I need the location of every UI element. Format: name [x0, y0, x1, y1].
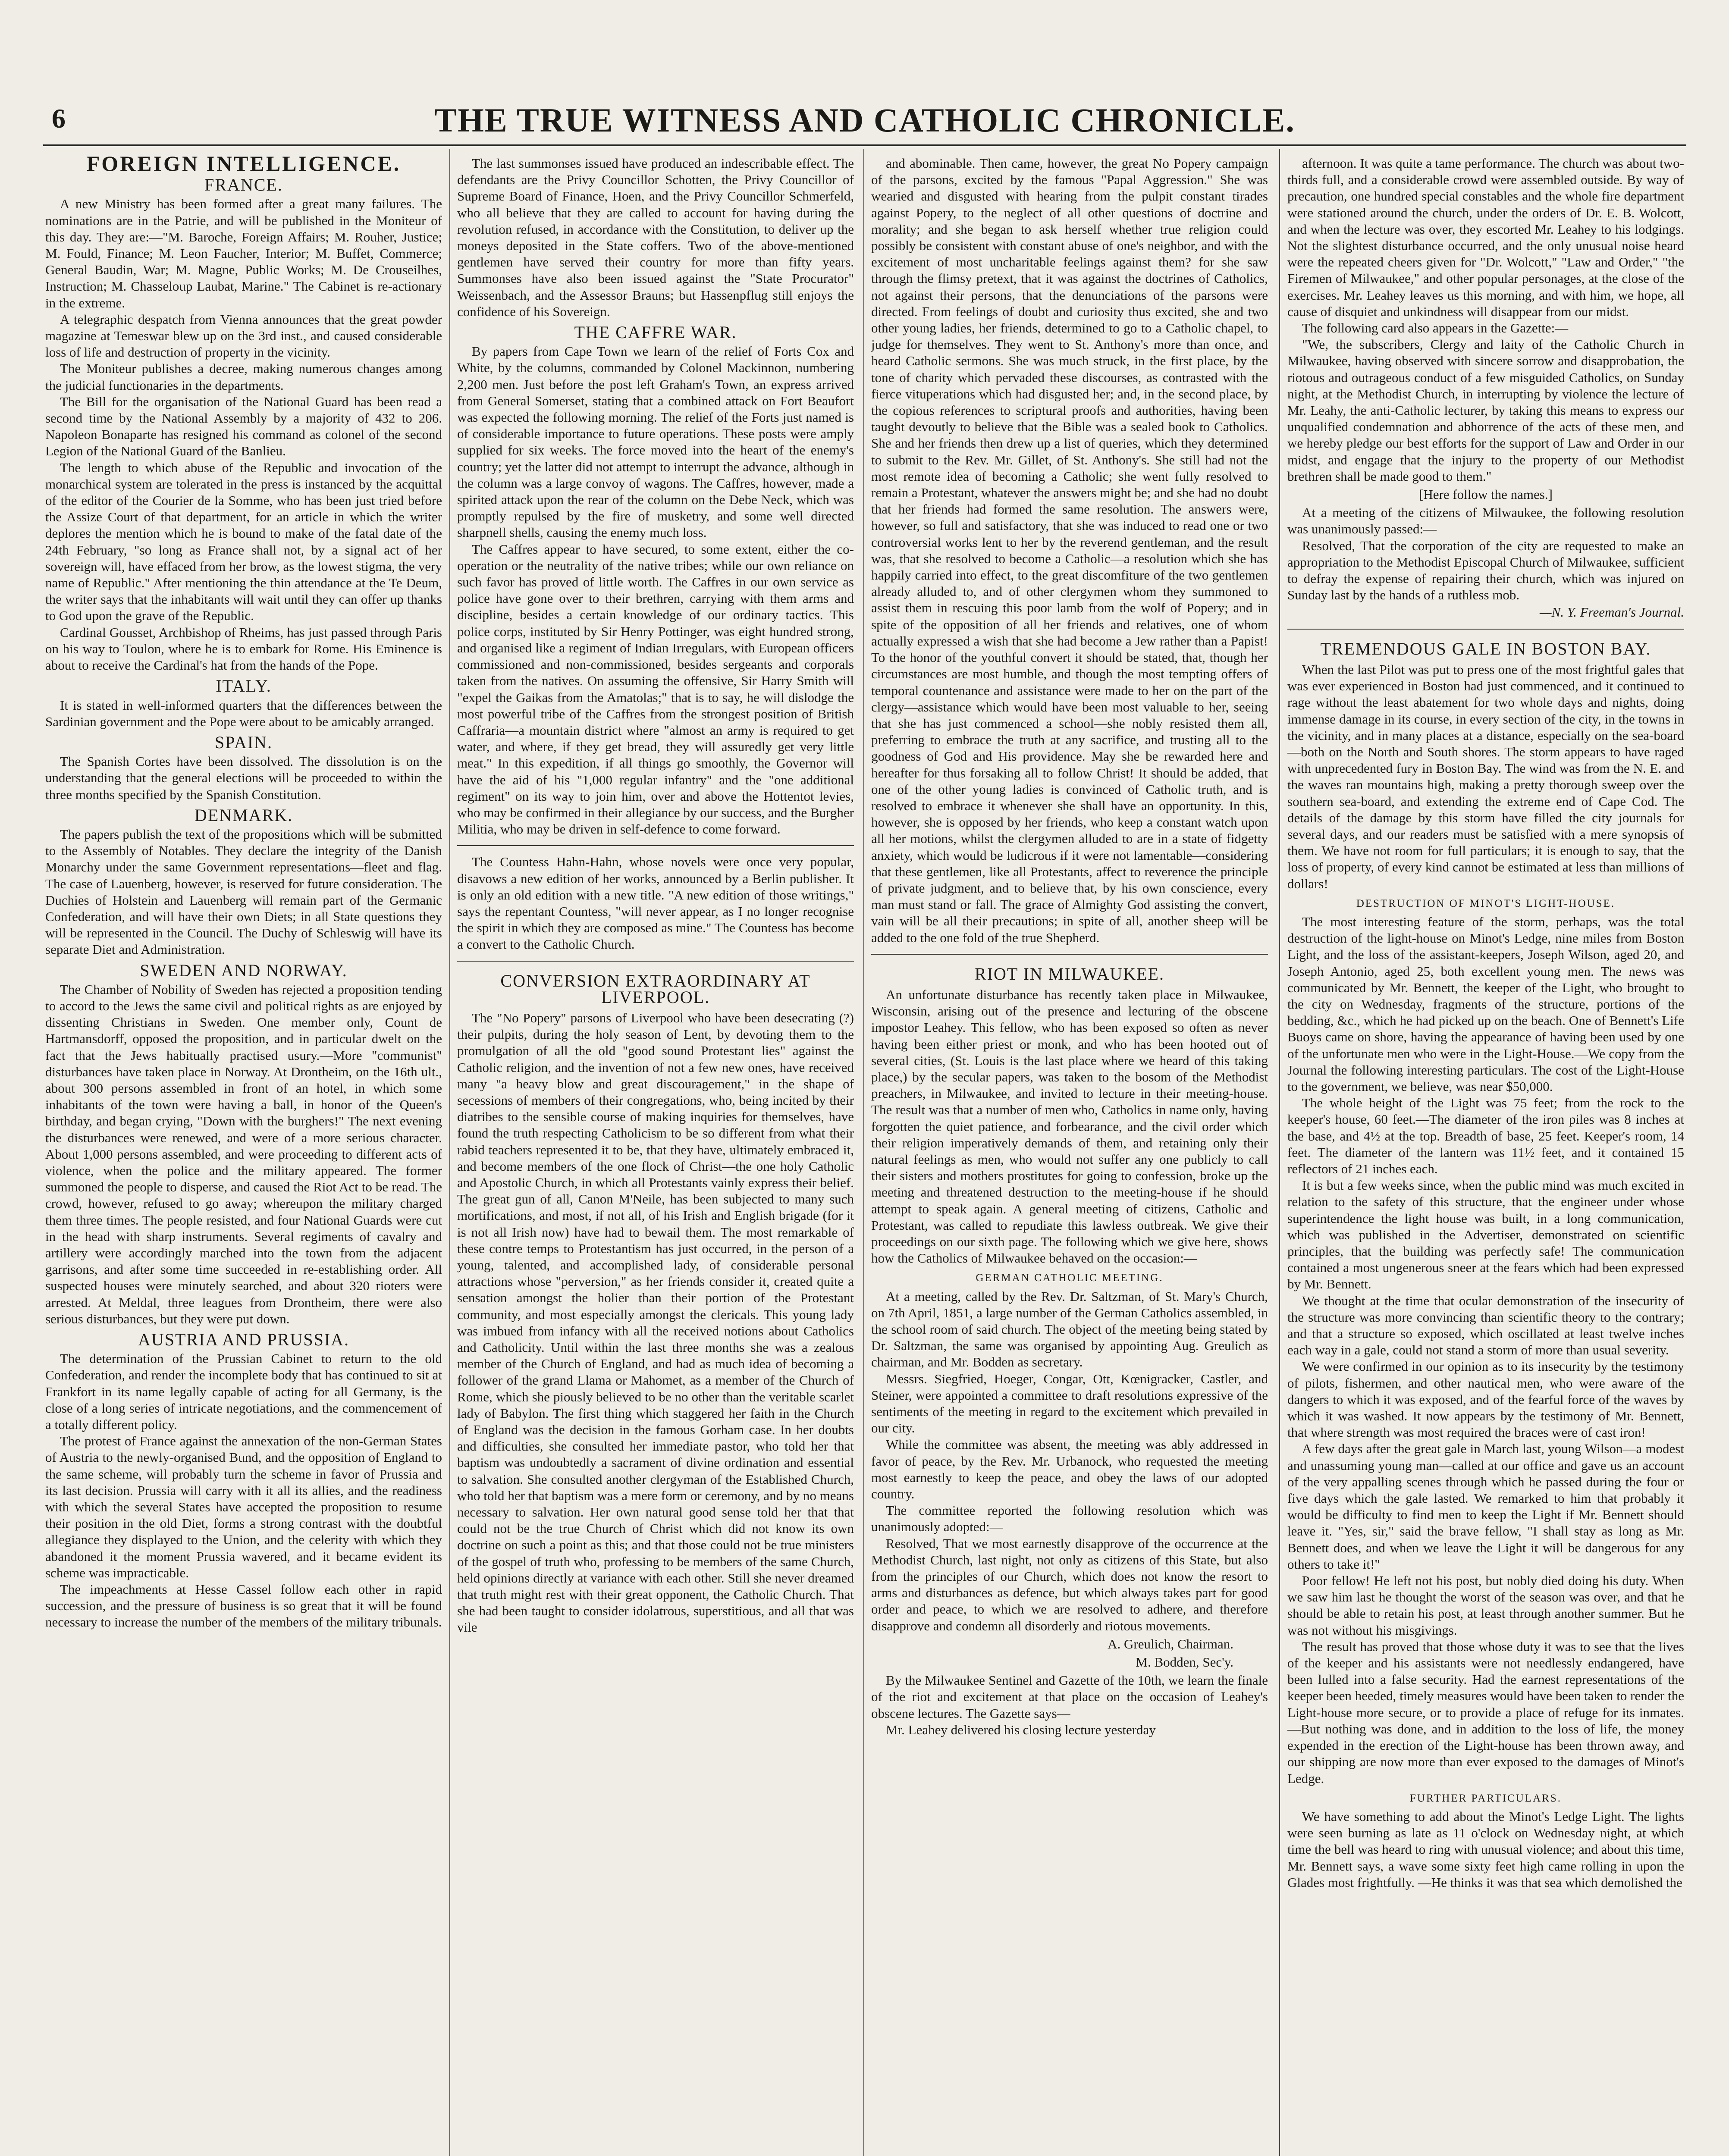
source-credit: —N. Y. Freeman's Journal. — [1539, 605, 1684, 620]
column-2 — [457, 155, 854, 2156]
paragraph: We thought at the time that ocular demonstration of the insecurity of the structure was more convincing than scientific theory to the contrary; and that a structure so exposed, which oscillated at least twelve inches each way in a gale, could not stand a storm of more than usual severity. — [1287, 1293, 1684, 1358]
heading-denmark: DENMARK. — [194, 805, 293, 825]
paragraph: We have something to add about the Minot's Ledge Light. The lights were seen burning as late as 11 o'clock on Wednesday night, at which time the bell was heard to ring with unusual violence; and about this time, Mr. Bennett says, a wave some sixty feet high came rolling in upon the Glades most frightfully. —He thinks it was that sea which demolished the — [1287, 1808, 1684, 1890]
paragraph: afternoon. It was quite a tame performance. The church was about two-thirds full, and a considerable crowd were assembled outside. By way of precaution, one hundred special constables and the whole fire department were stationed around the church, under the orders of Dr. E. B. Wolcott, and when the lecture was over, they escorted Mr. Leahey to his lodgings. Not the slightest disturbance occurred, and the only unusual noise heard were the repeated cheers given for "Dr. Wolcott," "Law and Order," "the Firemen of Milwaukee," and other popular personages, at the close of the exercises. Mr. Leahey leaves us this morning, and with him, we hope, all cause of disquiet and unkindness will disappear from our midst. — [1287, 156, 1684, 319]
names-note: [Here follow the names.] — [1419, 487, 1553, 502]
paragraph: The papers publish the text of the propositions which will be submitted to the Assembly of Notables. They declare the integrity of the Danish Monarchy under the same Government representations—fleet and flag. The case of Lauenberg, however, is reserved for future consideration. The Duchies of Holstein and Lauenberg will remain part of the Germanic Confederation, and will have their own Diets; in all State questions they will be represented in the Council. The Duchy of Schleswig will have its separate Diet and Administration. — [45, 826, 442, 957]
heading-lighthouse-destruction: DESTRUCTION OF MINOT'S LIGHT-HOUSE. — [1356, 897, 1616, 909]
paragraph: The following card also appears in the Gazette:— — [1302, 320, 1569, 336]
paragraph: By papers from Cape Town we learn of the relief of Forts Cox and White, by the columns, commanded by Colonel Mackinnon, numbering 2,200 men. Just before the post left Graham's Town, an express arrived from General Somerset, stating that a combined attack on Fort Beaufort was expected the following morning. The relief of the Forts just named is of considerable importance to future operations. These posts were amply supplied for six weeks. The force moved into the heart of the enemy's country; yet the latter did not attempt to interrupt the advance, although in the column was a large convoy of wagons. The Caffres, however, made a spirited attack upon the rear of the column on the Debe Neck, which was promptly repulsed by the fire of musketry, and some well directed sharpnell shells, causing the enemy much loss. — [457, 344, 854, 540]
paragraph: "We, the subscribers, Clergy and laity of the Catholic Church in Milwaukee, having observed with sincere sorrow and disapprobation, the riotous and outrageous conduct of a few misguided Catholics, on Sunday night, at the Methodist Church, in interrupting by violence the lecture of Mr. Leahy, the anti-Catholic lecturer, by taking this means to express our unqualified condemnation and abhorrence of the acts of these men, and we hereby pledge our best efforts for the support of Law and Order in our midst, and engage that the injury to the property of our Methodist brethren shall be made good to them." — [1287, 337, 1684, 484]
paragraph: A telegraphic despatch from Vienna announces that the great powder magazine at Temeswar blew up on the 3rd inst., and caused considerable loss of life and destruction of property in the vicinity. — [45, 311, 442, 360]
column-1 — [45, 155, 442, 2156]
paragraph: An unfortunate disturbance has recently taken place in Milwaukee, Wisconsin, arising out of the presence and lecturing of the obscene impostor Leahey. This fellow, who has been exposed so often as never having been either priest or monk, and who has been hooted out of several cities, (St. Louis is the last place where we heard of this taking place,) by the secular papers, was taken to the bosom of the Methodist preachers, in Milwaukee, and invited to lecture in their meeting-house. The result was that a number of men who, Catholics in name only, having forgotten the quiet patience, and forbearance, and the civil order which their religion imperatively demands of them, and retaining only their natural feelings as men, who would not suffer any one publicly to call their sisters and mothers prostitutes for going to confession, broke up the meeting and threatened destruction to the meeting-house if he should attempt to speak again. A general meeting of citizens, Catholic and Protestant, was called to repudiate this lawless outbreak. We give their proceedings on our sixth page. The following which we give here, shows how the Catholics of Milwaukee behaved on the occasion:— — [871, 987, 1268, 1266]
paragraph: At a meeting of the citizens of Milwaukee, the following resolution was unanimously passed:— — [1287, 505, 1684, 537]
column-3 — [871, 155, 1268, 2156]
heading-italy: ITALY. — [216, 676, 272, 696]
paragraph: A new Ministry has been formed after a great many failures. The nominations are in the Patrie, and will be published in the Moniteur of this day. They are:—"M. Baroche, Foreign Affairs; M. Rouher, Justice; M. Fould, Finance; M. Leon Faucher, Interior; M. Buffet, Commerce; General Baudin, War; M. Magne, Public Works; M. De Crouseilhes, Instruction; M. Chasseloup Laubat, Marine." The Cabinet is re-actionary in the extreme. — [45, 196, 442, 310]
paragraph: We were confirmed in our opinion as to its insecurity by the testimony of pilots, fishermen, and other nautical men, who were aware of the dangers to which it was exposed, and of the fearful force of the waves by which it was washed. It now appears by the testimony of Mr. Bennett, that where strength was most required the braces were of cast iron! — [1287, 1359, 1684, 1440]
paragraph: It is but a few weeks since, when the public mind was much excited in relation to the safety of this structure, that the engineer under whose superintendence the light house was built, in a long communication, which was published in the Advertiser, demonstrated on scientific principles, that the building was perfectly safe! The communication contained a most ungenerous sneer at the fears which had been expressed by Mr. Bennett. — [1287, 1178, 1684, 1292]
paragraph: By the Milwaukee Sentinel and Gazette of the 10th, we learn the finale of the riot and excitement at that place on the occasion of Leahey's obscene lectures. The Gazette says— — [871, 1673, 1268, 1721]
paragraph: Resolved, That we most earnestly disapprove of the occurrence at the Methodist Church, last night, not only as citizens of this State, but also from the principles of our Church, which does not know the resort to arms and disturbances as defence, but which always takes part for good order and peace, to which we are resolved to adhere, and therefore disapprove and condemn all disorderly and riotous movements. — [871, 1536, 1268, 1633]
paragraph: The most interesting feature of the storm, perhaps, was the total destruction of the light-house on Minot's Ledge, nine miles from Boston Light, and the loss of the assistant-keepers, Joseph Wilson, aged 20, and Joseph Antonio, aged 25, both excellent young men. The news was communicated by Mr. Bennett, the keeper of the Light, who brought to the city on Wednesday, fragments of the structure, portions of the bedding, &c., which he had picked up on the beach. One of Bennett's Life Buoys came on shore, having the appearance of having been used by one of the unfortunate men who were in the Light-House.—We copy from the Journal the following interesting particulars. The cost of the Light-House to the government, we believe, was near $50,000. — [1287, 914, 1684, 1094]
paragraph: The Moniteur publishes a decree, making numerous changes among the judicial functionaries in the departments. — [45, 361, 442, 393]
paragraph: While the committee was absent, the meeting was ably addressed in favor of peace, by the Rev. Mr. Urbanock, who requested the meeting most earnestly to keep the peace, and obey the laws of our adopted country. — [871, 1437, 1268, 1502]
paragraph: At a meeting, called by the Rev. Dr. Saltzman, of St. Mary's Church, on 7th April, 1851, a large number of the German Catholics assembled, in the school room of said church. The object of the meeting being stated by Dr. Saltzman, the same was organised by appointing Aug. Greulich as chairman, and Mr. Bodden as secretary. — [871, 1288, 1268, 1370]
paragraph: The Countess Hahn-Hahn, whose novels were once very popular, disavows a new edition of her works, announced by a Berlin publisher. It is only an old edition with a new title. "A new edition of those writings," says the repentant Countess, "will never appear, as I no longer recognise the spirit in which they are composed as mine." The Countess has become a convert to the Catholic Church. — [457, 854, 854, 952]
signature-chairman: A. Greulich, Chairman. — [1108, 1636, 1233, 1651]
heading-german-catholic-meeting: GERMAN CATHOLIC MEETING. — [976, 1272, 1164, 1284]
column-rule — [1279, 149, 1280, 2156]
paragraph: and abominable. Then came, however, the great No Popery campaign of the parsons, excited by the famous "Papal Aggression." She was wearied and disgusted with hearing from the pulpit constant tirades against Popery, to the neglect of all other questions of doctrine and morality; and she began to ask herself whether true religion could possibly be consistent with constant abuse of one's neighbor, and with the excitement of most uncharitable feelings against them? for she saw through the flimsy pretext, that it was against the doctrines of Catholics, not against their persons, that the denunciations of the parsons were directed. From feelings of doubt and curiosity thus excited, she and two other young ladies, her friends, determined to go to a Catholic chapel, to judge for themselves. They went to St. Anthony's more than once, and heard Catholic sermons. She was much struck, in the first place, by the tone of charity which pervaded these discourses, as contrasted with the fierce vituperations which had disgusted her; and, in the second place, by the copious references to scriptural proofs and authorities, having been taught devoutly to believe that the Bible was a sealed book to Catholics. She and her friends then drew up a list of queries, which they determined to submit to the Rev. Mr. Gillet, of St. Anthony's. She still had not the most remote idea of becoming a Catholic; she went fully resolved to remain a Protestant, whatever the answers might be; and she had no doubt that her friends had formed the same resolution. The answers were, however, so full and satisfactory, that she was induced to read one or two controversial works lent to her by the reverend gentleman, and the result was, that she resolved to become a Catholic—a resolution which she has happily carried into effect, to the great discomfiture of the two gentlemen already alluded to, and of other clergymen whom they summoned to assist them in rescuing this poor lamb from the wolf of Popery; and in spite of the opposition of all her friends and relatives, one of whom actually expressed a wish that she had become a Jew rather than a Papist! To the honor of the youthful convert it should be stated, that, though her circumstances are most humble, and though the most tempting offers of temporal countenance and assistance were made to her on the part of the clergy—assistance which would have been most valuable to her, seeing that she has just commenced a school—she nobly resisted them all, preferring to embrace the truth at any sacrifice, and trusting all to the goodness of God and His providence. May she be rewarded here and hereafter for thus forsaking all to follow Christ! It should be added, that one of the other young ladies is convinced of Catholic truth, and is resolved to embrace it whenever she shall have an opportunity. In this, however, she is opposed by her friends, who keep a constant watch upon all her motions, whilst the clergymen alluded to are in a state of fidgetty anxiety, which would be ludicrous if it were not lamentable—considering that these gentlemen, like all Protestants, affect to reverence the principle of private judgment, and to believe that, by his own conscience, every man must stand or fall. The grace of Almighty God assisting the convert, vain will be all their precautions; in spite of all, another sheep will be added to the one fold of the true Shepherd. — [871, 156, 1268, 945]
paragraph: The whole height of the Light was 75 feet; from the rock to the keeper's house, 60 feet.—The diameter of the iron piles was 8 inches at the base, and 4½ at the top. Breadth of base, 25 feet. Keeper's room, 14 feet. The diameter of the lantern was 11½ feet, and it contained 15 reflectors of 21 inches each. — [1287, 1095, 1684, 1176]
section-title: FOREIGN INTELLIGENCE. — [86, 155, 401, 175]
paragraph: The Bill for the organisation of the National Guard has been read a second time by the National Assembly by a majority of 432 to 206. Napoleon Bonaparte has resigned his command as colonel of the second Legion of the National Guard of the Banlieu. — [45, 394, 442, 459]
heading-sweden-norway: SWEDEN AND NORWAY. — [140, 960, 348, 980]
heading-conversion-liverpool: CONVERSION EXTRAORDINARY AT LIVERPOOL. — [500, 971, 811, 1007]
divider — [457, 845, 854, 846]
page-number: 6 — [52, 103, 66, 134]
paragraph: Cardinal Gousset, Archbishop of Rheims, has just passed through Paris on his way to Toulon, where he is to embark for Rome. His Eminence is about to receive the Cardinal's hat from the hands of the Pope. — [45, 624, 442, 673]
paragraph: Poor fellow! He left not his post, but nobly died doing his duty. When we saw him last he thought the worst of the season was over, and that he should be able to retain his post, at least through another summer. But he was not without his misgivings. — [1287, 1573, 1684, 1638]
paragraph: The last summonses issued have produced an indescribable effect. The defendants are the Privy Councillor Schotten, the Privy Councillor of Supreme Board of Finance, Hoen, and the Privy Councillor Schmerfeld, who all believe that they are called to account for having during the revolution refused, in accordance with the Constitution, to deliver up the moneys deposited in the State coffers. Two of the above-mentioned gentlemen have served their country for more than fifty years. Summonses have also been issued against the "State Procurator" Weissenbach, and the Assessor Brauns; but Hassenpflug still enjoys the confidence of his Sovereign. — [457, 156, 854, 319]
signature-secretary: M. Bodden, Sec'y. — [1136, 1655, 1233, 1670]
heading-tremendous-gale: TREMENDOUS GALE IN BOSTON BAY. — [1320, 639, 1651, 658]
paragraph: The committee reported the following resolution which was unanimously adopted:— — [871, 1503, 1268, 1535]
paper-title: THE TRUE WITNESS AND CATHOLIC CHRONICLE. — [434, 101, 1295, 139]
heading-riot-milwaukee: RIOT IN MILWAUKEE. — [974, 964, 1164, 984]
paragraph: The Chamber of Nobility of Sweden has rejected a proposition tending to accord to the Jews the same civil and political rights as are enjoyed by dissenting Christians in Sweden. One member only, Count de Hartmansdorff, opposed the proposition, and in particular dwelt on the fact that the Jews habitually practised usury.—More "communist" disturbances have taken place in Norway. At Drontheim, on the 16th ult., about 300 persons assembled in front of an hotel, in which some inhabitants of the town were having a ball, in honor of the Queen's birthday, and began crying, "Down with the burghers!" The next evening the disturbances were renewed, and were of a more serious character. About 1,000 persons assembled, and were proceeding to different acts of violence, when the police and the military appeared. The former summoned the people to disperse, and caused the Riot Act to be read. The crowd, however, refused to go away; whereupon the military charged them three times. The people resisted, and four National Guards were cut in the head with sharp instruments. Several regiments of cavalry and artillery were accordingly marched into the town from the adjacent garrisons, and after some time succeeded in re-establishing order. All suspected houses were minutely searched, and about 320 rioters were arrested. At Meldal, three leagues from Drontheim, there were also serious disturbances, but they were put down. — [45, 981, 442, 1326]
heading-france: FRANCE. — [204, 175, 283, 195]
heading-caffre-war: THE CAFFRE WAR. — [574, 323, 737, 342]
paragraph: The impeachments at Hesse Cassel follow each other in rapid succession, and the pressure of business is so great that it will be found necessary to increase the number of the members of the military tribunals. — [45, 1582, 442, 1630]
divider — [1287, 629, 1684, 630]
paragraph: The Spanish Cortes have been dissolved. The dissolution is on the understanding that the general elections will be proceeded to within the three months specified by the Spanish Constitution. — [45, 754, 442, 802]
paragraph: It is stated in well-informed quarters that the differences between the Sardinian government and the Pope were about to be amicably arranged. — [45, 697, 442, 729]
paragraph: When the last Pilot was put to press one of the most frightful gales that was ever experienced in Boston had just commenced, and it continued to rage without the least abatement for two whole days and nights, doing immense damage in its course, in every section of the city, in the towns in the vicinity, and in many places at a distance, especially on the sea-board—both on the North and South shores. The storm appears to have raged with unprecedented fury in Boston Bay. The wind was from the N. E. and the waves ran mountains high, making a pretty thorough sweep over the southern sea-board, and extending the extreme end of Cape Cod. The details of the damage by this storm have filled the city journals for several days, and our readers must be satisfied with a mere synopsis of them. We have not room for full particulars; it is enough to say, that the loss of property, of every kind cannot be estimated at less than millions of dollars! — [1287, 661, 1684, 891]
masthead — [43, 99, 1686, 146]
heading-austria-prussia: AUSTRIA AND PRUSSIA. — [138, 1330, 350, 1350]
paragraph: The length to which abuse of the Republic and invocation of the monarchical system are tolerated in the press is instanced by the acquittal of the editor of the Courier de la Somme, who has been just tried before the Assize Court of that department, for an article in which the writer deplores the mention which he is bound to make of the fatal date of the 24th February, "so long as France shall not, by a signal act of her sovereign will, have effaced from her brow, as the lowest stigma, the very name of Republic." After mentioning the thin attendance at the Te Deum, the writer says that the inhabitants will wait until they can offer up thanks to God upon the grave of the Republic. — [45, 460, 442, 624]
column-4 — [1287, 155, 1684, 2156]
paragraph: Resolved, That the corporation of the city are requested to make an appropriation to the Methodist Episcopal Church of Milwaukee, sufficient to defray the expense of repairing their church, which was injured on Sunday last by the hands of a ruthless mob. — [1287, 538, 1684, 603]
heading-spain: SPAIN. — [215, 732, 273, 752]
paragraph: The protest of France against the annexation of the non-German States of Austria to the newly-organised Bund, and the opposition of England to the same scheme, will probably turn the scheme in favor of Prussia and its last decision. Prussia will carry with it all its allies, and the readiness with which the several States have accepted the proposition to resume their position in the old Diet, forms a strong contrast with the doubtful allegiance they displayed to the Union, and the celerity with which they abandoned it the moment Prussia wavered, and it became evident its scheme was impracticable. — [45, 1433, 442, 1580]
paragraph: The determination of the Prussian Cabinet to return to the old Confederation, and render the incomplete body that has continued to sit at Frankfort in its name legally capable of acting for all Germany, is the close of a long series of intricate negotiations, and the commencement of a totally different policy. — [45, 1351, 442, 1432]
paragraph: A few days after the great gale in March last, young Wilson—a modest and unassuming young man—called at our office and gave us an account of the very appalling scenes through which he passed during the four or five days which the gale lasted. We remarked to him that probably it would be difficulty to find men to keep the Light if Mr. Bennett should leave it. "Yes, sir," said the brave fellow, "I shall stay as long as Mr. Bennett does, and when we leave the Light it will be dangerous for any others to take it!" — [1287, 1441, 1684, 1572]
heading-further-particulars: FURTHER PARTICULARS. — [1410, 1792, 1562, 1804]
column-rule — [449, 149, 450, 2156]
paragraph: Messrs. Siegfried, Hoeger, Congar, Ott, Kœnigracker, Castler, and Steiner, were appointed a committee to draft resolutions expressive of the sentiments of the meeting in regard to the excitement which prevailed in our city. — [871, 1371, 1268, 1436]
paragraph: The "No Popery" parsons of Liverpool who have been desecrating (?) their pulpits, during the holy season of Lent, by devoting them to the promulgation of all the old "good sound Protestant lies" against the Catholic religion, and the invention of not a few new ones, have received many "a heavy blow and great discouragement," in the shape of secessions of members of their congregations, who, being incited by their diatribes to the sensible course of making inquiries for themselves, have found the truth respecting Catholicism to be so different from what their rabid teachers represented it to be, that they have, ultimately embraced it, and become members of the one flock of Christ—the one holy Catholic and Apostolic Church, in which all Protestants vainly express their belief. The great gun of all, Canon M'Neile, has been subjected to many such mortifications, and most, if not all, of his Irish and English brigade (for it is not all Irish now) have had to bewail them. The most remarkable of these contre temps to Protestantism has just occurred, in the person of a young, talented, and accomplished lady, of considerable personal attractions whose "perversion," as her friends consider it, created quite a sensation amongst the holier than their portion of the Protestant community, and most especially amongst the clericals. This young lady was imbued from infancy with all the received notions about Catholics and Catholicity. Until within the last three months she was a zealous member of the Church of England, and had as much idea of becoming a follower of the grand Llama or Mahomet, as a member of the Church of Rome, which she piously believed to be no other than the veritable scarlet lady of Babylon. The first thing which staggered her faith in the Church of England was the decision in the famous Gorham case. In her doubts and difficulties, she consulted her immediate pastor, who told her that baptism was undoubtedly a sacrament of divine ordination and essential to salvation. She consulted another clergyman of the Established Church, who told her that baptism was a mere form or ceremony, and by no means necessary to salvation. Her own natural good sense told her that that could not be the true Church of Christ which did not know its own doctrine on such a point as this; and that those could not be true ministers of the gospel of truth who, professing to be members of the same Church, held opinions directly at variance with each other. Still she never dreamed that truth might rest with their great opponent, the Catholic Church. That she had been taught to consider idolatrous, superstitious, and all that was vile — [457, 1010, 854, 1635]
column-rule — [863, 149, 864, 2156]
paragraph: Mr. Leahey delivered his closing lecture yesterday — [886, 1722, 1156, 1737]
divider — [871, 954, 1268, 955]
divider — [457, 961, 854, 962]
paragraph: The Caffres appear to have secured, to some extent, either the co-operation or the neutrality of the native tribes; while our own reliance on such favor has proved of little worth. The Caffres in our own service as police have gone over to their brethren, carrying with them arms and discipline, besides a certain knowledge of our ordinary tactics. This police corps, instituted by Sir Henry Pottinger, was eight hundred strong, and organised like a regiment of Indian Irregulars, with European officers commissioned and non-commissioned, besides sergeants and corporals taken from the natives. On assuming the offensive, Sir Harry Smith will "expel the Gaikas from the Amatolas;" that is to say, he will dislodge the most powerful tribe of the Caffres from the strongest position of British Caffraria—a mountain district where "almost an army is required to get water, and where, if they get bread, they will assuredly get very little meat." In this expedition, if all things go smoothly, the Governor will have the aid of his "1,000 regular infantry" and the "one additional regiment" on its way to join him, over and above the Hottentot levies, who may be confirmed in their allegiance by our success, and the Burgher Militia, who may be driven in self-defence to come forward. — [457, 541, 854, 837]
paragraph: The result has proved that those whose duty it was to see that the lives of the keeper and his assistants were not needlessly endangered, have been lulled into a false security. Had the earnest representations of the keeper been heeded, timely measures would have been taken to render the Light-house more secure, or to provide a place of refuge for its inmates.—But nothing was done, and in addition to the loss of life, the money expended in the erection of the Light-house has been thrown away, and our shipping are now more than ever exposed to the damages of Minot's Ledge. — [1287, 1639, 1684, 1786]
